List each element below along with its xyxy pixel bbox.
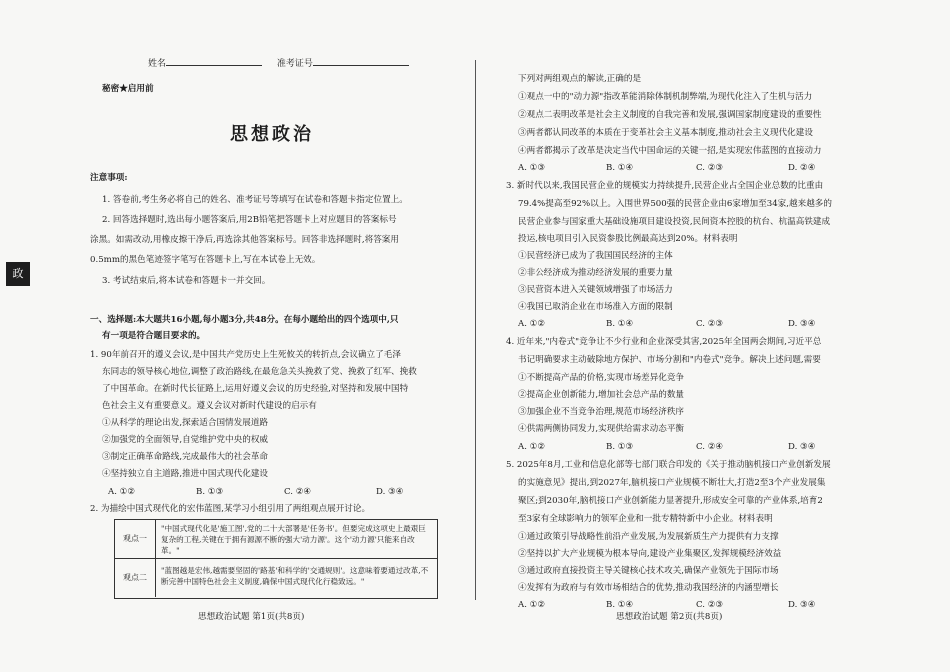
- q5-item: ①通过政策引导战略性前沿产业发展,为发展新质生产力提供有力支撑: [518, 532, 779, 542]
- section-heading-cont: 有一项是符合题目要求的。: [102, 331, 206, 341]
- q2-item: ④两者都揭示了改革是决定当代中国命运的关键一招,是实现宏伟蓝图的直接动力: [518, 146, 822, 156]
- q2-item: ①观点一中的"动力源"指改革能消除体制机制弊端,为现代化注入了生机与活力: [518, 92, 813, 102]
- q5-item: ③通过政府直接投资主导关键核心技术攻关,确保产业领先于国际市场: [518, 566, 779, 576]
- q1-option-c[interactable]: C. ②④: [284, 487, 312, 497]
- q5-option-d[interactable]: D. ③④: [788, 600, 816, 610]
- q3-item: ①民营经济已成为了我国国民经济的主体: [518, 251, 673, 261]
- notice-line: 1. 答卷前,考生务必将自己的姓名、准考证号等填写在试卷和答题卡指定位置上。: [102, 195, 408, 205]
- q1-item: ③制定正确革命路线,完成最伟大的社会革命: [102, 452, 269, 462]
- exam-no-label: 准考证号: [276, 59, 313, 69]
- q3-item: ④我国已取消企业在市场准入方面的限制: [518, 302, 673, 312]
- table-row: [115, 520, 437, 559]
- notice-line: 3. 考试结束后,将本试卷和答题卡一并交回。: [102, 276, 271, 286]
- q4-option-d[interactable]: D. ③④: [788, 442, 816, 452]
- q1-stem: 色社会主义有重要意义。遵义会议对新时代建设的启示有: [102, 401, 317, 411]
- q4-item: ①不断提高产品的价格,实现市场差异化竞争: [518, 373, 685, 383]
- q3-stem: 投运,核电项目引入民资参股比例最高达到20%。材料表明: [518, 234, 738, 244]
- notice-line: 涂黑。如需改动,用橡皮擦干净后,再选涂其他答案标号。回答非选择题时,将答案用: [90, 235, 399, 245]
- q2-option-b[interactable]: B. ①④: [606, 163, 634, 173]
- section-heading: 一、选择题:本大题共16小题,每小题3分,共48分。在每小题给出的四个选项中,只: [90, 315, 399, 325]
- q3-item: ③民营资本进入关键领域增强了市场活力: [518, 285, 673, 295]
- q1-option-a[interactable]: A. ①②: [108, 487, 136, 497]
- q2-stem: 2. 为描绘中国式现代化的宏伟蓝图,某学习小组引用了两组观点展开讨论。: [90, 504, 371, 514]
- q4-option-b[interactable]: B. ①③: [606, 442, 634, 452]
- q4-item: ②提高企业创新能力,增加社会总产品的数量: [518, 390, 685, 400]
- q5-stem: 的实施意见》提出,到2027年,脑机接口产业规模不断壮大,打造2至3个产业发展集: [518, 478, 826, 488]
- q3-option-c[interactable]: C. ②③: [696, 319, 724, 329]
- q5-stem: 5. 2025年8月,工业和信息化部等七部门联合印发的《关于推动脑机接口产业创新发展: [506, 460, 831, 470]
- q1-stem: 1. 90年前召开的遵义会议,是中国共产党历史上生死攸关的转折点,会议确立了毛泽: [90, 350, 401, 360]
- q5-stem: 聚区;到2030年,脑机接口产业创新能力显著提升,形成安全可靠的产业体系,培育2: [518, 496, 823, 506]
- q2-option-d[interactable]: D. ②④: [788, 163, 816, 173]
- q2-cont-stem: 下列对两组观点的解读,正确的是: [518, 74, 642, 84]
- notice-line: 0.5mm的黑色笔迹签字笔写在答题卡上,写在本试卷上无效。: [90, 255, 321, 265]
- viewpoint-label: 观点二: [115, 559, 156, 597]
- page-footer-left: 思想政治试题 第1页(共8页): [198, 612, 305, 622]
- q2-item: ②观点二表明改革是社会主义制度的自我完善和发展,强调国家制度建设的重要性: [518, 110, 822, 120]
- q5-item: ②坚持以扩大产业规模为根本导向,建设产业集聚区,发挥规模经济效益: [518, 549, 782, 559]
- q2-option-c[interactable]: C. ②③: [696, 163, 724, 173]
- notice-heading: 注意事项:: [90, 173, 128, 183]
- column-divider: [475, 60, 476, 600]
- subject-side-tab: 政: [6, 262, 30, 286]
- viewpoint-label: 观点一: [115, 520, 156, 558]
- notice-line: 2. 回答选择题时,选出每小题答案后,用2B铅笔把答题卡上对应题目的答案标号: [102, 215, 397, 225]
- page-title: 思想政治: [230, 124, 314, 145]
- right-column: [506, 0, 876, 672]
- q3-option-a[interactable]: A. ①②: [518, 319, 546, 329]
- q3-option-d[interactable]: D. ③④: [788, 319, 816, 329]
- q4-stem: 书记明确要求主动破除地方保护、市场分割和"内卷式"竞争。解决上述问题,需要: [518, 355, 821, 365]
- q1-item: ④坚持独立自主道路,推进中国式现代化建设: [102, 469, 269, 479]
- q4-item: ④供需两侧协同发力,实现供给需求动态平衡: [518, 424, 685, 434]
- q5-option-b[interactable]: B. ①④: [606, 600, 634, 610]
- name-blank[interactable]: [166, 56, 262, 66]
- candidate-info: [148, 56, 421, 69]
- q1-stem: 东同志的领导核心地位,调整了政治路线,在最危急关头挽救了党、挽救了红军、挽救: [102, 367, 417, 377]
- q4-item: ③加强企业不当竞争治理,规范市场经济秩序: [518, 407, 685, 417]
- q2-option-a[interactable]: A. ①③: [518, 163, 546, 173]
- q1-item: ②加强党的全面领导,自觉维护党中央的权威: [102, 435, 269, 445]
- q2-item: ③两者都认同改革的本质在于变革社会主义基本制度,推动社会主义现代化建设: [518, 128, 813, 138]
- q1-option-b[interactable]: B. ①③: [196, 487, 224, 497]
- q3-option-b[interactable]: B. ①④: [606, 319, 634, 329]
- name-label: 姓名: [148, 59, 167, 69]
- q4-option-c[interactable]: C. ②④: [696, 442, 724, 452]
- q3-item: ②非公经济成为推动经济发展的重要力量: [518, 268, 673, 278]
- q3-stem: 3. 新时代以来,我国民营企业的规模实力持续提升,民营企业占全国企业总数的比重由: [506, 181, 824, 191]
- q4-option-a[interactable]: A. ①②: [518, 442, 546, 452]
- viewpoint-text: "蓝图越是宏伟,越需要坚固的'路基'和科学的'交通规则'。这意味着要通过改革,不断完善中国特色社会主义制度,确保中国式现代化行稳致远。": [161, 566, 429, 586]
- q4-stem: 4. 近年来,"内卷式"竞争让不少行业和企业深受其害,2025年全国两会期间,习近平总: [506, 337, 822, 347]
- viewpoint-text: "中国式现代化是'施工图',党的二十大部署是'任务书'。但要完成这项史上最艰巨复杂的工程,关键在于拥有源源不断的强大'动力源'。这个'动力源'只能来自改革。": [161, 524, 426, 555]
- secret-mark: 秘密★启用前: [102, 84, 154, 94]
- q5-stem: 至3家有全球影响力的领军企业和一批专精特新中小企业。材料表明: [518, 514, 773, 524]
- q3-stem: 民营企业参与国家重大基础设施项目建设投资,民间资本控股的杭台、杭温高铁建成: [518, 217, 831, 227]
- q5-item: ④发挥有为政府与有效市场相结合的优势,推动我国经济的内涵型增长: [518, 583, 779, 593]
- q5-option-c[interactable]: C. ②③: [696, 600, 724, 610]
- q1-stem: 了中国革命。在新时代长征路上,运用好遵义会议的历史经验,对坚持和发展中国特: [102, 384, 409, 394]
- exam-no-blank[interactable]: [313, 56, 409, 66]
- left-column: [90, 0, 460, 672]
- q1-option-d[interactable]: D. ③④: [376, 487, 404, 497]
- q3-stem: 79.4%提高至92%以上。入围世界500强的民营企业由6家增加至34家,越来越多的: [518, 199, 832, 209]
- q1-item: ①从科学的理论出发,探索适合国情发展道路: [102, 418, 269, 428]
- q5-option-a[interactable]: A. ①②: [518, 600, 546, 610]
- q2-viewpoint-table: [114, 519, 438, 599]
- page-footer-right: 思想政治试题 第2页(共8页): [616, 612, 723, 622]
